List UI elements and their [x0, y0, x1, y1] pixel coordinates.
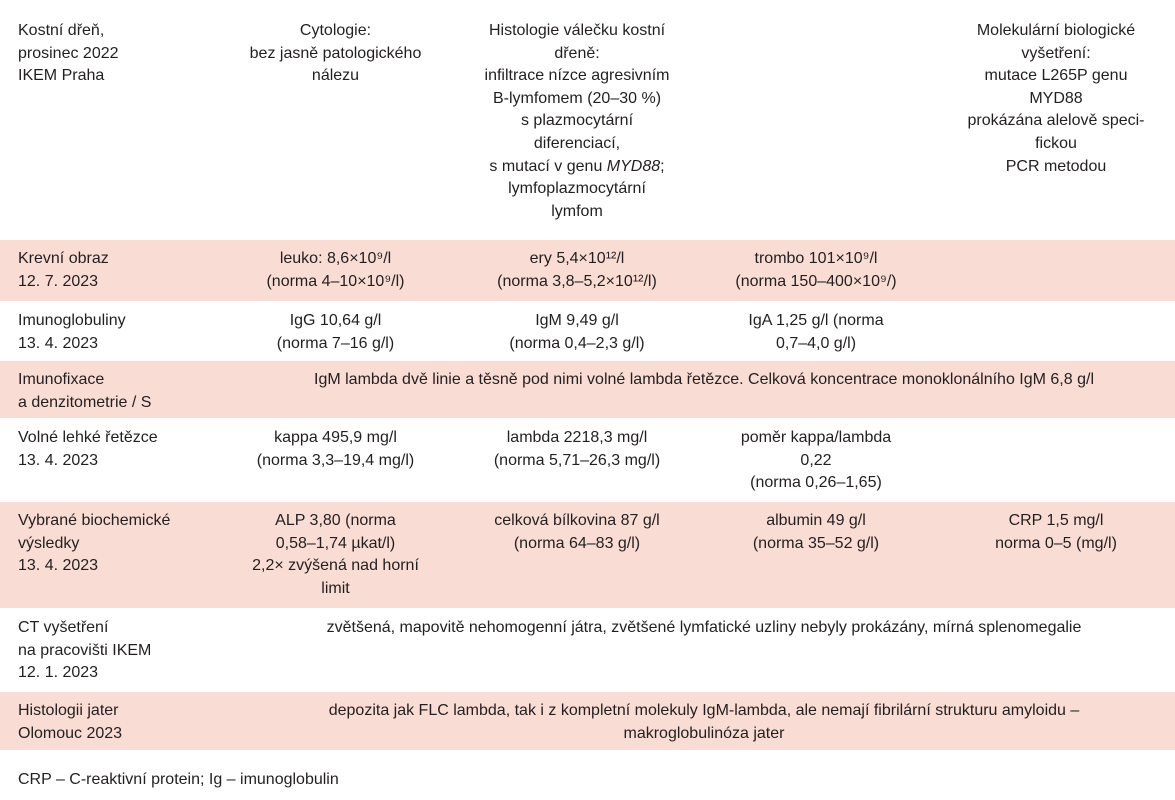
- cell-line: depozita jak FLC lambda, tak i z kompletní molekuly IgM-lambda, ale nemají fibrilární strukturu amyloidu –: [328, 702, 1080, 719]
- cell-line: ery 5,4×10¹²/l: [529, 250, 625, 267]
- cell-igm: [462, 310, 692, 355]
- table-row-ct-exam: [0, 609, 1175, 692]
- header-histology-line: dřeně:: [554, 44, 600, 62]
- header-cytology-line: Cytologie:: [299, 22, 372, 39]
- row-label-line: výsledky: [18, 534, 80, 552]
- header-molecular-line: fickou: [1035, 134, 1077, 152]
- cell-line: IgM 9,49 g/l: [535, 312, 619, 329]
- cell-ery: [462, 248, 692, 293]
- header-histology-line-mutation: s mutací v genu MYD88;: [489, 157, 665, 175]
- row-label-line: 13. 4. 2023: [18, 557, 99, 575]
- header-histology-line: infiltrace nízce agresivním: [484, 67, 670, 85]
- header-cytology-cell: [233, 20, 438, 88]
- header-cytology-line: bez jasně patologického: [249, 44, 422, 62]
- cell-line: (norma 150–400×10⁹/): [735, 272, 897, 290]
- header-molecular-line: Molekulární biologické: [976, 22, 1136, 39]
- row-label: [18, 310, 233, 355]
- row-label-line: Volné lehké řetězce: [18, 429, 158, 446]
- row-label-line: Vybrané biochemické: [18, 512, 171, 529]
- header-label-line: Kostní dřeň,: [18, 22, 105, 39]
- header-molecular-cell: [940, 20, 1172, 178]
- row-label-line: 13. 4. 2023: [18, 451, 99, 469]
- cell-immunofixation-result: [233, 369, 1175, 392]
- gene-name-italic: MYD88: [606, 157, 661, 175]
- row-label: [18, 700, 233, 745]
- cell-igg: [233, 310, 438, 355]
- cell-liver-histology-result: [233, 700, 1175, 745]
- row-label-line: Imunoglobuliny: [18, 312, 126, 329]
- table-row-immunoglobulins: [0, 302, 1175, 361]
- row-label-line: Krevní obraz: [18, 250, 109, 267]
- header-molecular-line: MYD88: [1029, 89, 1083, 107]
- row-label: [18, 248, 233, 293]
- cell-line: (norma 64–83 g/l): [513, 534, 641, 552]
- cell-leuko: [233, 248, 438, 293]
- cell-line: leuko: 8,6×10⁹/l: [279, 250, 392, 267]
- cell-alp: [233, 510, 438, 600]
- header-histology-cell: [462, 20, 692, 223]
- cell-line: (norma 7–16 g/l): [276, 334, 395, 352]
- cell-line: makroglobulinóza jater: [623, 724, 785, 742]
- cell-total-protein: [462, 510, 692, 555]
- table-row-free-light-chains: [0, 419, 1175, 502]
- row-label-line: 12. 1. 2023: [18, 664, 99, 682]
- header-molecular-line: mutace L265P genu: [984, 67, 1128, 85]
- table-row-biochemistry: [0, 502, 1175, 609]
- cell-line: (norma 3,3–19,4 mg/l): [256, 451, 415, 469]
- cell-line: kappa 495,9 mg/l: [274, 429, 397, 446]
- cell-kappa: [233, 427, 438, 472]
- row-label-line: Olomouc 2023: [18, 724, 123, 742]
- table-header-row: [0, 0, 1175, 240]
- header-histology-line: B-lymfomem (20–30 %): [492, 89, 662, 107]
- cell-line: (norma 4–10×10⁹/l): [266, 272, 405, 290]
- cell-line: 2,2× zvýšená nad horní: [252, 557, 419, 575]
- table-footnote: CRP – C-reaktivní protein; Ig – imunoglobulin: [18, 771, 339, 788]
- row-label-line: a denzitometrie / S: [18, 393, 152, 411]
- cell-line: (norma 35–52 g/l): [752, 534, 880, 552]
- cell-albumin: [700, 510, 932, 555]
- header-molecular-line: vyšetření:: [1021, 44, 1091, 62]
- table-row-liver-histology: [0, 692, 1175, 751]
- row-label-line: Imunofixace: [18, 371, 105, 388]
- cell-line: IgG 10,64 g/l: [289, 312, 382, 329]
- cell-line: 0,22: [800, 451, 832, 469]
- header-cytology-line: nálezu: [311, 67, 360, 85]
- cell-line: lambda 2218,3 mg/l: [506, 429, 648, 446]
- header-label-cell: [18, 20, 233, 88]
- cell-line: 0,58–1,74 µkat/l): [275, 534, 396, 552]
- header-histology-line: lymfoplazmocytární: [508, 180, 646, 198]
- row-label-line: Histologii jater: [18, 702, 119, 719]
- row-label-line: 13. 4. 2023: [18, 334, 99, 352]
- cell-line: CRP 1,5 mg/l: [1008, 512, 1104, 529]
- cell-line: IgM lambda dvě linie a těsně pod nimi volné lambda řetězce. Celková koncentrace monoklonálního IgM 6,8 g/l: [314, 371, 1094, 388]
- cell-line: (norma 0,4–2,3 g/l): [509, 334, 645, 352]
- header-histology-line: Histologie válečku kostní: [488, 22, 666, 39]
- cell-kappa-lambda-ratio: [700, 427, 932, 495]
- cell-line: (norma 0,26–1,65): [750, 474, 882, 492]
- header-molecular-line: PCR metodou: [1005, 157, 1107, 175]
- cell-line: ALP 3,80 (norma: [275, 512, 396, 529]
- row-label: [18, 369, 233, 414]
- cell-line: (norma 3,8–5,2×10¹²/l): [497, 272, 657, 290]
- row-label-line: CT vyšetření: [18, 619, 109, 636]
- cell-line: norma 0–5 (mg/l): [995, 534, 1117, 552]
- header-molecular-line: prokázána alelově speci-: [967, 112, 1145, 130]
- cell-ct-result: [233, 617, 1175, 640]
- cell-line: zvětšená, mapovitě nehomogenní játra, zvětšené lymfatické uzliny nebyly prokázány, mírná splenomegalie: [326, 619, 1082, 636]
- cell-line: celková bílkovina 87 g/l: [494, 512, 660, 529]
- row-label: [18, 510, 233, 578]
- cell-line: IgA 1,25 g/l (norma: [748, 312, 884, 329]
- header-label-line: IKEM Praha: [18, 67, 105, 85]
- cell-line: albumin 49 g/l: [766, 512, 866, 529]
- row-label: [18, 617, 233, 685]
- cell-crp: [940, 510, 1172, 555]
- cell-iga: [700, 310, 932, 355]
- cell-lambda: [462, 427, 692, 472]
- cell-line: (norma 5,71–26,3 mg/l): [493, 451, 661, 469]
- header-histology-line: diferenciací,: [533, 134, 621, 152]
- header-histology-line: s plazmocytární: [520, 112, 634, 130]
- cell-line: poměr kappa/lambda: [740, 429, 892, 446]
- table-row-blood-count: [0, 240, 1175, 302]
- cell-line: 0,7–4,0 g/l): [775, 334, 857, 352]
- row-label: [18, 427, 233, 472]
- cell-line: limit: [321, 579, 350, 597]
- table-row-immunofixation: [0, 361, 1175, 419]
- cell-line: trombo 101×10⁹/l: [754, 250, 878, 267]
- row-label-line: 12. 7. 2023: [18, 272, 99, 290]
- header-histology-line: lymfom: [551, 202, 603, 220]
- row-label-line: na pracovišti IKEM: [18, 641, 152, 659]
- header-label-line: prosinec 2022: [18, 44, 119, 62]
- cell-trombo: [700, 248, 932, 293]
